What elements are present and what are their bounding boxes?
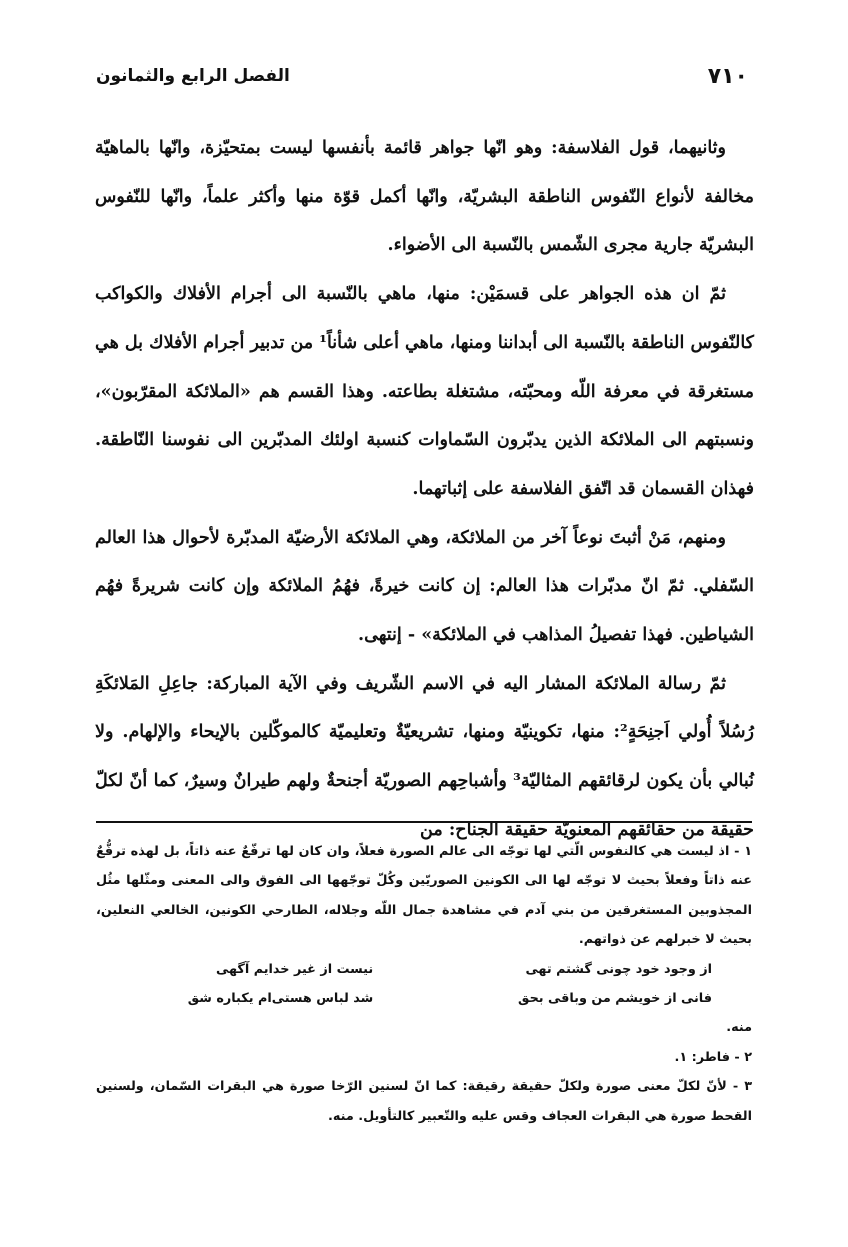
chapter-title: الفصل الرابع والثمانون bbox=[96, 66, 290, 86]
paragraph: ثمّ رسالة الملائكة المشار اليه في الاسم الشّريف وفي الآية المباركة: جاعِلِ المَلائكَةِ رُسُلاً أُولي اَجنِحَةٍ²: منها، تكوينيّة ومنها، تشريعيّةٌ وتعليميّة كالموكّلين بالإيحاء والإلهام. ولا نُبالي بأن يكون لرقائقهم المثاليّة³ وأشباحِهم الصوريّة أجنحةٌ ولهم طيرانٌ وسيرٌ، كما أنّ لكلّ حقيقة من حقائقهم المعنويّة حقيقة الجناح: من bbox=[95, 673, 754, 840]
page-header bbox=[96, 56, 748, 96]
verse-hemistich: شد لباس هستى‌ام يكباره شق bbox=[187, 991, 374, 1007]
footnote-divider bbox=[96, 821, 752, 823]
footnote-2: ٢ - فاطر: ١. bbox=[674, 1049, 752, 1065]
paragraph: ومنهم، مَنْ أثبتَ نوعاً آخر من الملائكة، وهي الملائكة الأرضيّة المدبّرة لأحوال هذا العالم السّفلي. ثمّ انّ مدبّرات هذا العالم: إن كانت خيرةً، فهُمُ الملائكة وإن كانت شريرةً فهُم الشياطين. فهذا تفصيلُ المذاهب في الملائكة» - إنتهى. bbox=[95, 527, 754, 646]
paragraph: وثانيهما، قول الفلاسفة: وهو انّها جواهر قائمة بأنفسها ليست بمتحيّزة، وانّها بالماهيّة مخالفة لأنواع النّفوس الناطقة البشريّة، وانّها أكمل قوّة منها وأكثر علماً، وانّها للنّفوس البشريّة جارية مجرى الشّمس بالنّسبة الى الأضواء. bbox=[95, 138, 754, 256]
verse-hemistich: فانى از خويشم من وباقى بحق bbox=[518, 991, 712, 1007]
main-text bbox=[95, 124, 754, 855]
footnote-3: ٣ - لأنّ لكلّ معنى صورة ولكلّ حقيقة رقيقة: كما انّ لسنين الرّخا صورة هي البقرات السّمان، ولسنين القحط صورة هي البقرات العجاف وقس عليه والتّعبير كالتأويل. منه. bbox=[96, 1079, 752, 1124]
verse-hemistich: از وجود خود چونى گشتم تهى bbox=[525, 961, 712, 977]
page-number: ٧١٠ bbox=[707, 63, 748, 89]
persian-verses bbox=[96, 955, 752, 1014]
footnote-1: ١ - اذ ليست هي كالنفوس الّتي لها توجّه الى عالم الصورة فعلاً، وان كان لها ترفّعٌ عنه ذاتاً، بل لهذه ترفُّعٌ عنه ذاتاً وفعلاً بحيث لا توجّه لها الى الكونين الصوريّين وكُلّ توجّهها الى الفوق والى المعنى ومثّلها مثُل المجذوبين المستغرقين من بني آدم في مشاهدة جمال اللّه وجلاله، الطارحي الكونين، الخالعي النعلين، بحيث لا خبرلهم عن ذواتهم. bbox=[96, 844, 752, 948]
verse-row bbox=[96, 955, 712, 984]
verse-row bbox=[96, 984, 712, 1013]
paragraph: ثمّ ان هذه الجواهر على قسمَيْن: منها، ماهي بالنّسبة الى أجرام الأفلاك والكواكب كالنّفوس الناطقة بالنّسبة الى أبداننا ومنها، ماهي أعلى شأناً¹ من تدبير أجرام الأفلاك بل هي مستغرقة في معرفة اللّه ومحبّته، مشتغلة بطاعته. وهذا القسم هم «الملائكة المقرّبون»، ونسبتهم الى الملائكة الذين يدبّرون السّماوات كنسبة اولئك المدبّرين الى نفوسنا النّاطقة. فهذان القسمان قد اتّفق الفلاسفة على إثباتهما. bbox=[95, 284, 754, 499]
verse-hemistich: نيست از غير خدايم آگهى bbox=[216, 961, 374, 977]
footnote-1-attribution: منه. bbox=[726, 1020, 752, 1036]
footnotes bbox=[96, 837, 752, 1131]
